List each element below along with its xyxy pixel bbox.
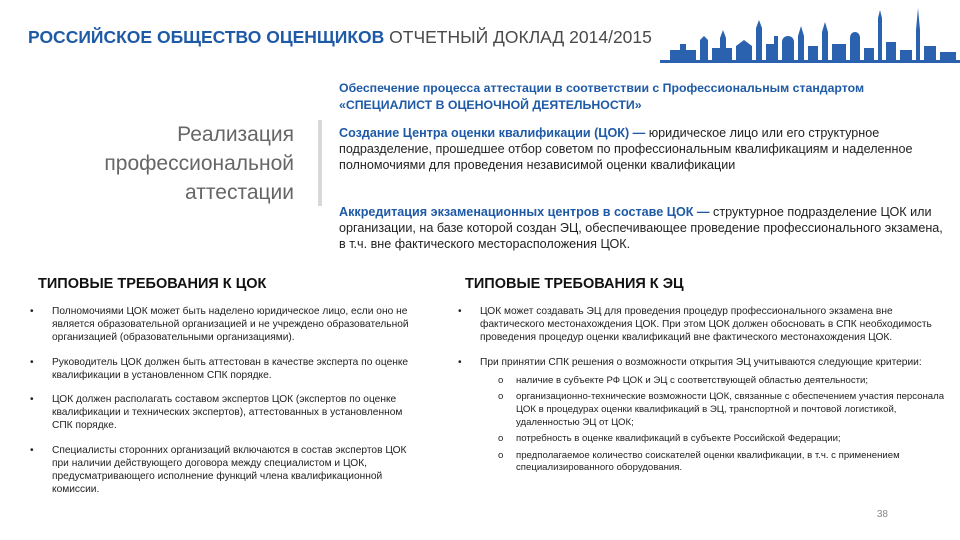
definition-term: Создание Центра оценки квалификации (ЦОК) — [339, 126, 646, 140]
section-title [34, 120, 294, 207]
definition-text: структурное подразделение ЦОК или организации, на базе которой создан ЭЦ, обеспечивающее проведение профессионального экзамена, в т.ч. вне фактического месторасположения ЦОК. [339, 205, 943, 251]
bullet-icon: • [30, 356, 34, 368]
definition-center [339, 126, 951, 173]
list-item [30, 356, 420, 382]
definition-text: юридическое лицо или его структурное подразделение, прошедшее отбор советом по профессиональным квалификациям и наделенное полномочиями для проведения независимой оценки квалификации [339, 126, 913, 172]
bullet-icon: • [458, 306, 462, 317]
list-item [30, 393, 420, 433]
list-item-text: При принятии СПК решения о возможности открытия ЭЦ учитываются следующие критерии: [480, 356, 922, 368]
list-item-text: ЦОК должен располагать составом экспертов ЦОК (экспертов по оценке квалификации и технических экспертов), аттестованных в установленном СПК порядке. [52, 394, 403, 432]
section-title-line-3: аттестации [185, 181, 294, 204]
list-item [30, 305, 420, 345]
ec-requirements-list [458, 305, 950, 486]
intro-title [339, 80, 939, 114]
criteria-text: наличие в субъекте РФ ЦОК и ЭЦ с соответствующей областью деятельности; [516, 374, 869, 386]
circle-bullet-icon: o [498, 374, 504, 386]
right-column-heading: ТИПОВЫЕ ТРЕБОВАНИЯ К ЭЦ [465, 276, 684, 292]
criteria-text: потребность в оценке квалификаций в субъекте Российской Федерации; [516, 433, 841, 445]
section-title-line-2: профессиональной [104, 152, 294, 175]
criteria-item [480, 450, 950, 475]
circle-bullet-icon: o [498, 433, 504, 445]
bullet-icon: • [458, 356, 462, 368]
cok-requirements-list [30, 305, 420, 507]
vertical-divider [318, 120, 322, 206]
list-item [30, 444, 420, 497]
criteria-item [480, 433, 950, 446]
bullet-icon: • [30, 306, 34, 317]
intro-line-1: Обеспечение процесса аттестации в соответствии с Профессиональным стандартом [339, 81, 865, 95]
left-column-heading: ТИПОВЫЕ ТРЕБОВАНИЯ К ЦОК [38, 276, 267, 292]
list-item-text: Руководитель ЦОК должен быть аттестован в качестве эксперта по оценке квалификации в установленном СПК порядке. [52, 356, 409, 381]
circle-bullet-icon: o [498, 449, 504, 461]
definition-term: Аккредитация экзаменационных центров в составе ЦОК — [339, 205, 710, 219]
definition-exam-center [339, 205, 951, 252]
criteria-text: организационно-технические возможности ЦОК, связанные с обеспечением участия персонала ЦОК в процедурах оценки квалификаций в ЭЦ, транспортной и почтовой логистикой, удаленностью ЭЦ от ЦОК; [516, 391, 945, 428]
list-item-text: ЦОК может создавать ЭЦ для проведения процедур профессионального экзамена вне фактического местонахождения ЦОК. При этом ЦОК должен обосновать в СПК необходимость проведения процедур оценки квалификаций вне фактического местонахождения ЦОК. [480, 306, 932, 344]
criteria-item [480, 391, 950, 429]
header-brand: РОССИЙСКОЕ ОБЩЕСТВО ОЦЕНЩИКОВ [28, 27, 385, 47]
circle-bullet-icon: o [498, 391, 504, 403]
intro-line-2: «СПЕЦИАЛИСТ В ОЦЕНОЧНОЙ ДЕЯТЕЛЬНОСТИ» [339, 98, 642, 112]
page-number: 38 [876, 509, 888, 520]
bullet-icon: • [30, 444, 34, 456]
report-header [28, 27, 652, 48]
list-item-text: Полномочиями ЦОК может быть наделено юридическое лицо, если оно не является образовательной организацией и не учреждено образовательной организацией (образовательными организациями). [52, 306, 409, 344]
list-item [458, 356, 950, 475]
bullet-icon: • [30, 394, 34, 406]
criteria-text: предполагаемое количество соискателей оценки квалификации, в т.ч. с применением специализированного оборудования. [516, 449, 900, 474]
list-item-text: Специалисты сторонних организаций включаются в состав экспертов ЦОК при наличии действующего договора между специалистом и ЦОК, предусматривающего исполнение функций члена квалификационной комиссии. [52, 444, 407, 496]
list-item [458, 305, 950, 345]
criteria-list [480, 375, 950, 475]
header-subtitle: ОТЧЕТНЫЙ ДОКЛАД 2014/2015 [389, 27, 652, 47]
criteria-item [480, 375, 950, 388]
section-title-line-1: Реализация [177, 123, 294, 146]
city-skyline-logo [660, 0, 960, 68]
